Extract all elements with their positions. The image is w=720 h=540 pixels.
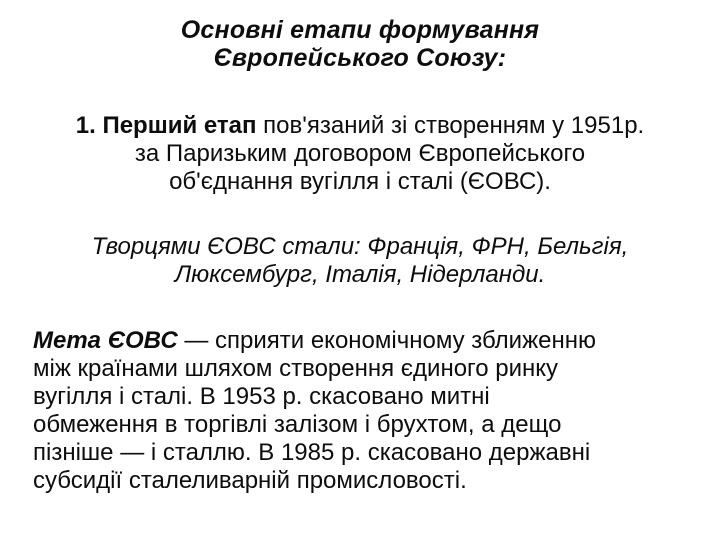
title-line-1: Основні етапи формування: [180, 16, 540, 44]
title-line-2: Європейського Союзу:: [213, 44, 507, 72]
paragraph-first-stage: [0, 112, 720, 196]
first-stage-line-1: [0, 112, 720, 140]
first-stage-line-2: за Паризьким договором Європейського: [134, 140, 586, 167]
goal-line-3: вугілля і сталі. В 1953 р. скасовано митні: [33, 383, 490, 410]
goal-line-4: обмеження в торгівлі залізом і брухтом, а дещо: [33, 411, 562, 438]
first-stage-line-3: об'єднання вугілля і сталі (ЄОВС).: [169, 168, 551, 195]
founders-line-2: Люксембург, Італія, Нідерланди.: [174, 261, 546, 288]
paragraph-founders: [0, 233, 720, 289]
goal-line-1-rest: — сприяти економічному зближенню: [177, 327, 596, 354]
slide-title: [0, 16, 720, 72]
first-stage-line-1-rest: пов'язаний зі створенням у 1951р.: [256, 112, 645, 139]
goal-line-1: [33, 327, 703, 355]
first-stage-lead: 1. Перший етап: [75, 112, 257, 139]
goal-line-2: між країнами шляхом створення єдиного ринку: [33, 355, 559, 382]
goal-line-5: пізніше — і сталлю. В 1985 р. скасовано державні: [33, 439, 591, 466]
goal-lead: Мета ЄОВС: [33, 327, 178, 354]
goal-line-6: субсидії сталеливарній промисловості.: [33, 467, 467, 494]
paragraph-goal: [33, 327, 703, 495]
founders-line-1: Творцями ЄОВС стали: Франція, ФРН, Бельгія,: [91, 233, 629, 260]
